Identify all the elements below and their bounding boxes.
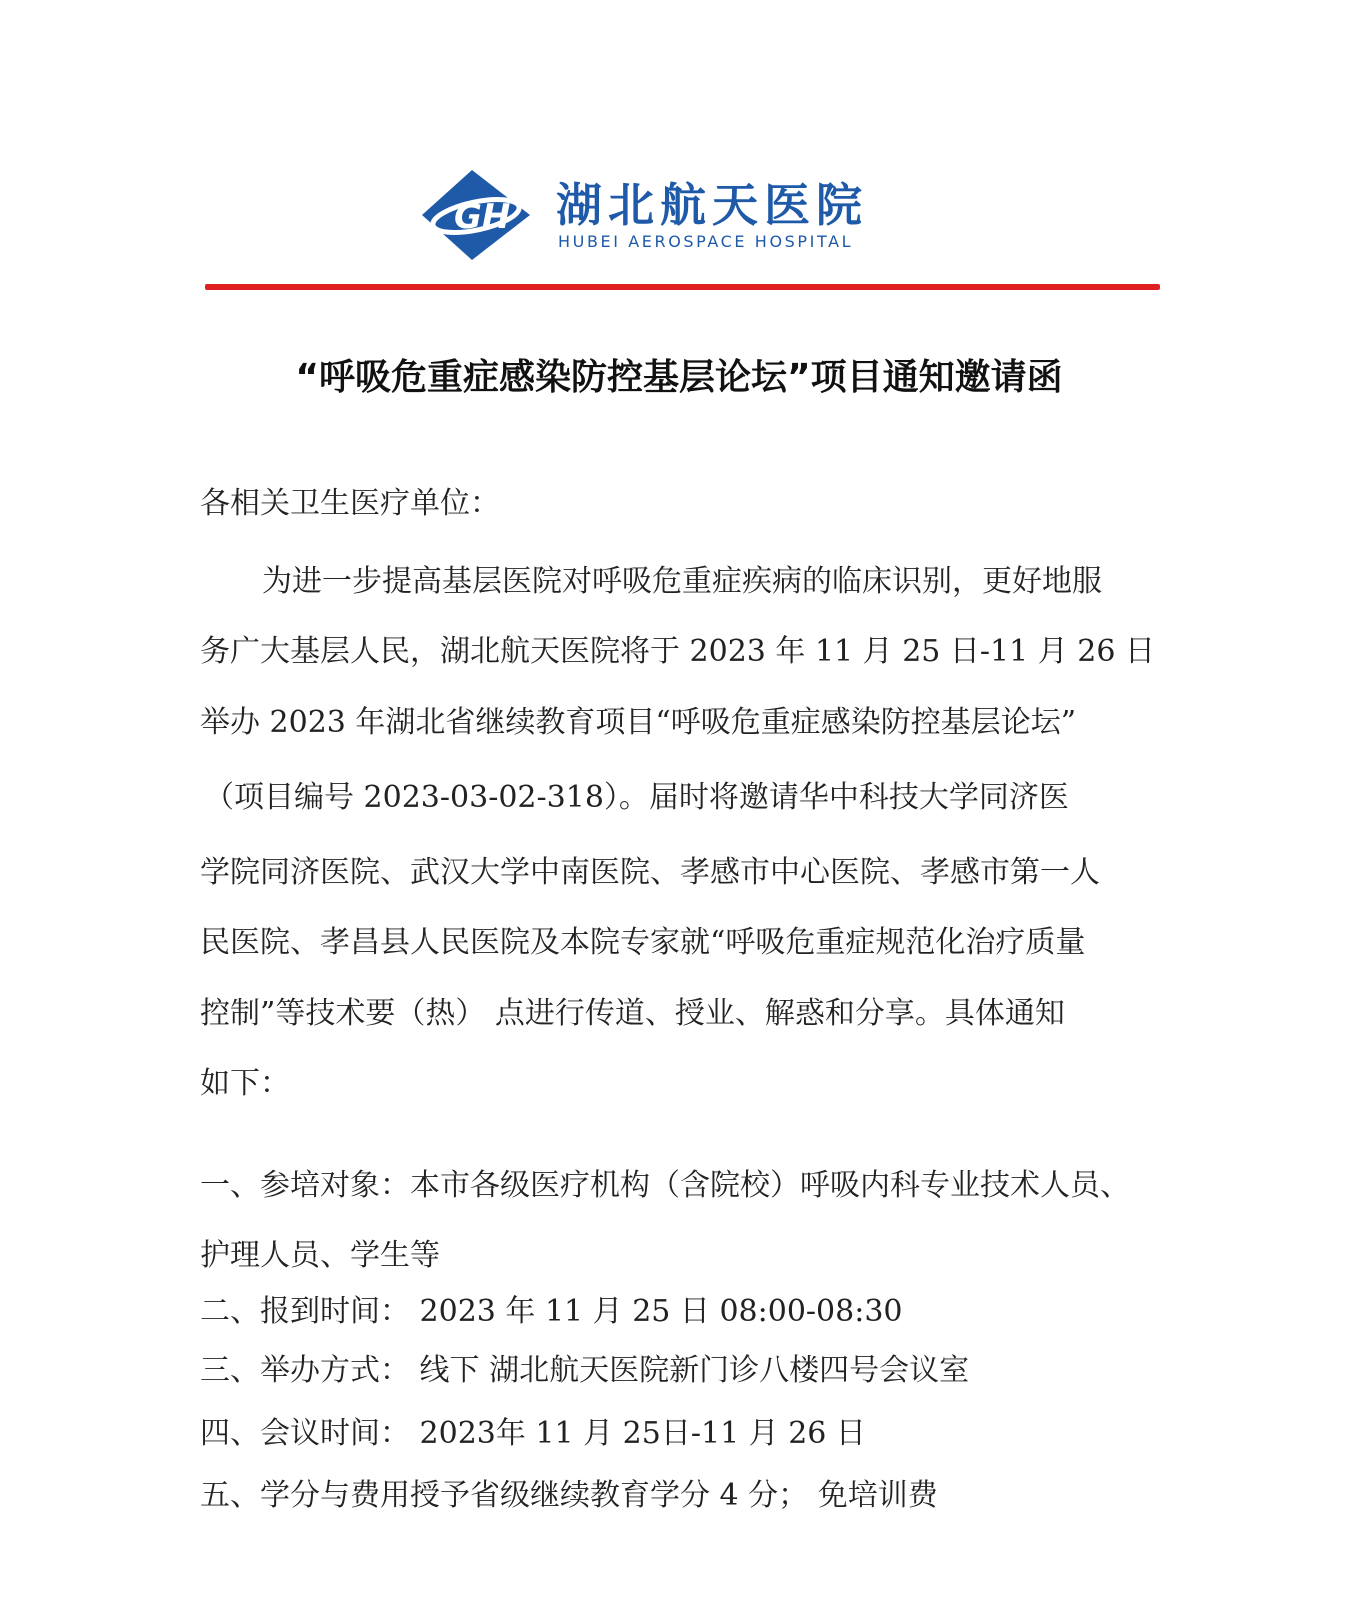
body-line: 控制”等技术要（热） 点进行传道、授业、解惑和分享。具体通知 — [200, 996, 1065, 1031]
list-item-attendees-cont: 护理人员、学生等 — [200, 1238, 440, 1273]
hospital-name-cn: 湖北航天医院 — [556, 178, 868, 232]
list-item-credits: 五、学分与费用授予省级继续教育学分 4 分； 免培训费 — [200, 1478, 938, 1513]
list-item-checkin-time: 二、报到时间： 2023 年 11 月 25 日 08:00-08:30 — [200, 1294, 903, 1329]
document-title: “呼吸危重症感染防控基层论坛”项目通知邀请函 — [295, 357, 1063, 398]
body-line: 务广大基层人民，湖北航天医院将于 2023 年 11 月 25 日-11 月 26 日 — [200, 634, 1156, 669]
body-line: 民医院、孝昌县人民医院及本院专家就“呼吸危重症规范化治疗质量 — [200, 925, 1086, 960]
salutation: 各相关卫生医疗单位： — [200, 486, 500, 521]
body-line: 举办 2023 年湖北省继续教育项目“呼吸危重症感染防控基层论坛” — [200, 705, 1077, 740]
body-line: （项目编号 2023-03-02-318）。届时将邀请华中科技大学同济医 — [204, 780, 1069, 815]
body-line: 学院同济医院、武汉大学中南医院、孝感市中心医院、孝感市第一人 — [200, 855, 1100, 890]
list-item-format: 三、举办方式： 线下 湖北航天医院新门诊八楼四号会议室 — [200, 1353, 970, 1388]
logo-monogram: GH — [454, 197, 511, 237]
list-item-attendees: 一、参培对象：本市各级医疗机构（含院校）呼吸内科专业技术人员、 — [200, 1168, 1130, 1203]
hospital-name-en: HUBEI AEROSPACE HOSPITAL — [558, 232, 854, 251]
body-line: 为进一步提高基层医院对呼吸危重症疾病的临床识别，更好地服 — [262, 564, 1102, 599]
body-line: 如下： — [200, 1066, 290, 1101]
list-item-meeting-time: 四、会议时间： 2023年 11 月 25日-11 月 26 日 — [200, 1416, 866, 1451]
header-divider — [205, 284, 1160, 290]
hubei-aerospace-hospital-logo-icon — [420, 168, 532, 262]
